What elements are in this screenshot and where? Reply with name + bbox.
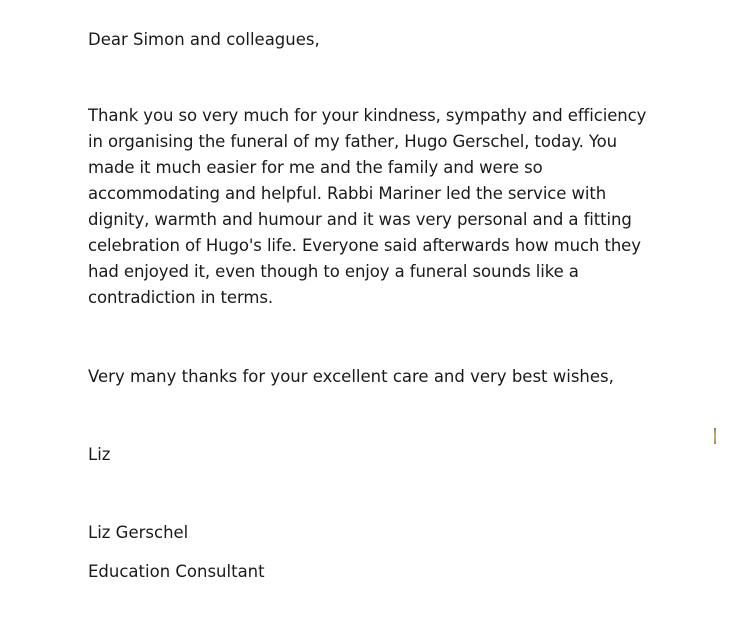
body-line: contradiction in terms.	[88, 288, 273, 307]
body-line: made it much easier for me and the family and were so	[88, 158, 543, 177]
sender-title: Education Consultant	[88, 562, 265, 581]
salutation: Dear Simon and colleagues,	[88, 30, 320, 49]
signature: Liz	[88, 445, 111, 464]
body-line: had enjoyed it, even though to enjoy a funeral sounds like a	[88, 262, 579, 281]
closing: Very many thanks for your excellent care and very best wishes,	[88, 367, 614, 386]
body-line: celebration of Hugo's life. Everyone said afterwards how much they	[88, 236, 641, 255]
body-line: accommodating and helpful. Rabbi Mariner led the service with	[88, 184, 607, 203]
sender-name: Liz Gerschel	[88, 523, 189, 542]
scan-mark	[714, 428, 716, 444]
body-line: Thank you so very much for your kindness, sympathy and efficiency	[88, 106, 647, 125]
body-line: in organising the funeral of my father, Hugo Gerschel, today. You	[88, 132, 618, 151]
body-line: dignity, warmth and humour and it was very personal and a fitting	[88, 210, 632, 229]
